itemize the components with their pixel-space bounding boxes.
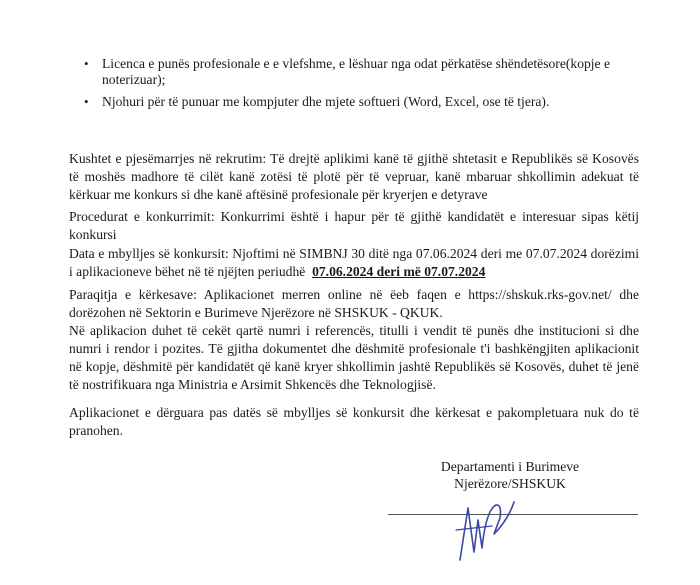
deadline-text: Data e mbylljes së konkursit: Njoftimi në SIMBNJ 30 ditë nga 07.06.2024 deri me 07.07.2024 dorëzimi i aplikacioneve bëhet në të njëjten periudhë (69, 246, 639, 279)
requirement-license: • Licenca e punës profesionale e e vlefshme, e lëshuar nga odat përkatëse shëndetësore(kopje e noterizuar); (84, 56, 654, 88)
conditions-paragraph: Kushtet e pjesëmarrjes në rekrutim: Të drejtë aplikimi kanë të gjithë shtetasit e Republikës së Kosovës të moshës madhore të cilët kanë zotësi të plotë për të vepruar, kanë mbaruar shkollimin adekuat të kërkuar me konkurs si dhe kanë aftësinë profesionale për kryerjen e detyrave (69, 151, 639, 202)
requirement-computer-skills: • Njohuri për të punuar me kompjuter dhe mjete softueri (Word, Excel, ose të tjera). (84, 94, 654, 110)
signature-department-line: Departamenti i Burimeve (440, 459, 580, 474)
deadline-paragraph (69, 245, 639, 281)
signature-block (390, 458, 630, 492)
late-applications-paragraph: Aplikacionet e dërguara pas datës së mbylljes së konkursit dhe kërkesat e pakompletuara nuk do të pranohen. (69, 405, 639, 438)
requirements-list (84, 56, 654, 116)
deadline-dates: 07.06.2024 deri më 07.07.2024 (312, 264, 486, 279)
signature-office-line: Njerëzore/SHSKUK (454, 476, 566, 491)
handwritten-signature (452, 490, 522, 565)
application-note-paragraph: Në aplikacion duhet të cekët qartë numri i referencës, titulli i vendit të punës dhe institucioni si dhe numri i rendor i pozites. Të gjitha dokumentet dhe dëshmitë profesionale t'i bashkëngjiten aplikacionit në kopje, dëshmitë për kandidatët që kanë kryer shkollimin jashtë Republikës së Kosovës, duhet të jenë të nostrifikuara nga Ministria e Arsimit Shkencës dhe Teknologjisë. (69, 323, 639, 392)
submission-paragraph: Paraqitja e kërkesave: Aplikacionet merren online në ëeb faqen e https://shskuk.rks-gov.net/ dhe dorëzohen në Sektorin e Burimeve Njerëzore në SHSKUK - QKUK. (69, 287, 639, 320)
procedures-paragraph: Procedurat e konkurrimit: Konkurrimi është i hapur për të gjithë kandidatët e interesuar sipas këtij konkursi (69, 209, 639, 242)
